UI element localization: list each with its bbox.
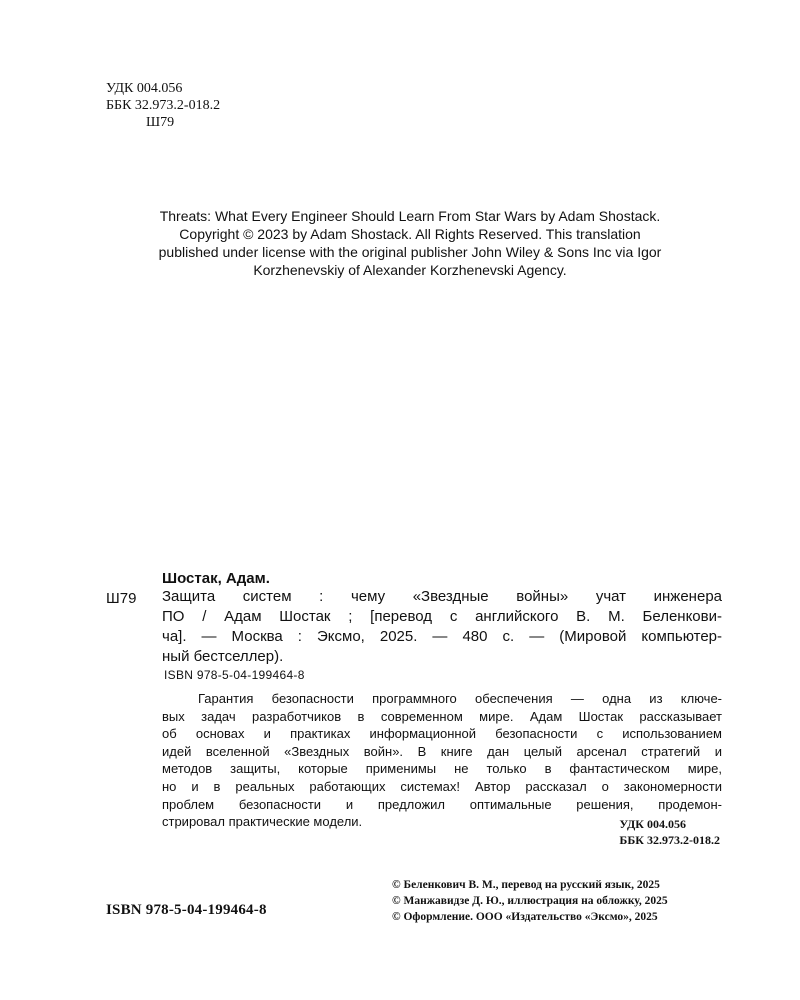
- catalog-author-sign: Ш79: [106, 590, 137, 607]
- catalog-description-line: ПО / Адам Шостак ; [перевод с английского В. М. Беленкови-: [162, 608, 722, 625]
- annotation-line: идей вселенной «Звездных войн». В книге дан целый арсенал стратегий и: [162, 743, 722, 759]
- catalog-description-line: ча]. — Москва : Эксмо, 2025. — 480 с. — (Мировой компьютер-: [162, 628, 722, 645]
- annotation-line: вых задач разработчиков в современном мире. Адам Шостак рассказывает: [162, 708, 722, 724]
- license-notice: [100, 207, 720, 279]
- license-line: published under license with the original publisher John Wiley & Sons Inc via Igor: [158, 244, 662, 260]
- author-sign: Ш79: [146, 115, 175, 130]
- annotation-line: Гарантия безопасности программного обеспечения — одна из ключе-: [198, 691, 722, 706]
- annotation: [162, 690, 722, 831]
- catalog-heading: Шостак, Адам.: [162, 570, 270, 587]
- udk-code-bottom: УДК 004.056: [619, 817, 686, 831]
- bbk-code-bottom: ББК 32.973.2-018.2: [619, 833, 720, 847]
- catalog-description-line: Защита систем : чему «Звездные войны» учат инженера: [162, 588, 722, 605]
- license-line: Korzhenevskiy of Alexander Korzhenevski Agency.: [253, 262, 567, 278]
- catalog-isbn: ISBN 978-5-04-199464-8: [164, 668, 305, 682]
- catalog-description: [162, 587, 722, 667]
- udk-code: УДК 004.056: [106, 81, 183, 96]
- catalog-description-line: ный бестселлер).: [162, 648, 284, 665]
- annotation-line: об основах и практиках информационной безопасности с использованием: [162, 726, 722, 742]
- copyright-notices: [392, 877, 668, 925]
- annotation-line: стрировал практические модели.: [162, 814, 363, 830]
- license-line: Copyright © 2023 by Adam Shostack. All Rights Reserved. This translation: [179, 226, 641, 242]
- bbk-code: ББК 32.973.2-018.2: [106, 98, 221, 113]
- license-line: Threats: What Every Engineer Should Learn From Star Wars by Adam Shostack.: [159, 208, 661, 224]
- annotation-line: методов защиты, которые применимы не только в фантастическом мире,: [162, 761, 722, 777]
- annotation-line: но и в реальных работающих системах! Автор рассказал о закономерности: [162, 778, 722, 794]
- classification-codes-top: [106, 80, 220, 131]
- annotation-line: проблем безопасности и предложил оптимальные решения, продемон-: [162, 796, 722, 812]
- copyright-line: © Манжавидзе Д. Ю., иллюстрация на обложку, 2025: [392, 895, 668, 907]
- copyright-line: © Беленкович В. М., перевод на русский язык, 2025: [392, 879, 660, 891]
- classification-codes-bottom: [619, 816, 720, 848]
- copyright-line: © Оформление. ООО «Издательство «Эксмо», 2025: [392, 911, 658, 923]
- isbn-main: ISBN 978-5-04-199464-8: [106, 902, 267, 918]
